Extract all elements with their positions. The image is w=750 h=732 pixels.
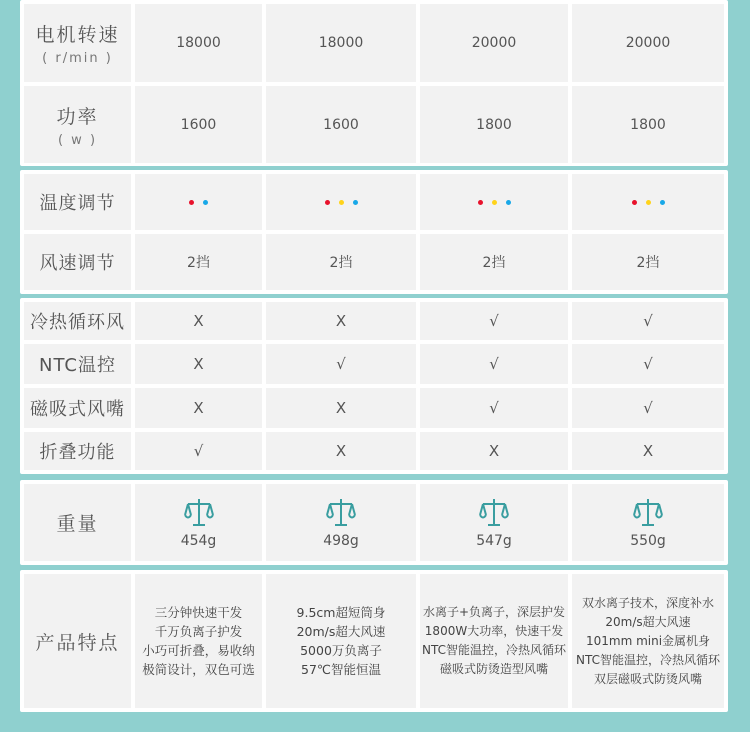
hot-cold-cycle-cell xyxy=(420,302,568,340)
foldable-cell xyxy=(266,432,416,470)
foldable-mark: X xyxy=(488,442,500,460)
row-label-hot-cold-cycle xyxy=(24,302,131,340)
power-cell xyxy=(135,86,262,163)
features-cell xyxy=(420,574,568,708)
features-cell xyxy=(135,574,262,708)
temp-dot-red xyxy=(478,200,483,205)
feature-line: 小巧可折叠，易收纳 xyxy=(142,643,255,658)
feature-line: 极简设计，双色可选 xyxy=(142,662,255,677)
feature-line: 双层磁吸式防烫风嘴 xyxy=(593,671,702,686)
scale-icon xyxy=(478,497,510,529)
power-value: 1600 xyxy=(180,116,217,133)
features-cell xyxy=(572,574,724,708)
spec-block-weight xyxy=(20,480,728,565)
temp-dot-red xyxy=(632,200,637,205)
feature-line: 9.5cm超短筒身 xyxy=(296,605,386,620)
weight-value: 454g xyxy=(180,532,217,549)
magnetic-nozzle-mark: √ xyxy=(643,399,653,417)
temp-control-cell xyxy=(266,174,416,230)
wind-control-label: 风速调节 xyxy=(39,253,116,274)
spec-block-controls xyxy=(20,170,728,294)
motor-speed-cell xyxy=(572,4,724,82)
magnetic-nozzle-label: 磁吸式风嘴 xyxy=(30,399,125,420)
temp-dot-red xyxy=(325,200,330,205)
ntc-mark: √ xyxy=(336,355,346,373)
foldable-mark: √ xyxy=(193,442,204,460)
ntc-mark: √ xyxy=(643,355,653,373)
power-label: 功率 xyxy=(56,105,99,128)
row-label-temp-control xyxy=(24,174,131,230)
wind-control-cell xyxy=(572,234,724,290)
row-label-magnetic-nozzle xyxy=(24,388,131,428)
foldable-cell xyxy=(572,432,724,470)
temp-control-cell xyxy=(135,174,262,230)
foldable-mark: X xyxy=(642,442,654,460)
feature-line: NTC智能温控，冷热风循环 xyxy=(576,652,720,667)
magnetic-nozzle-cell xyxy=(135,388,262,428)
hot-cold-cycle-label: 冷热循环风 xyxy=(30,312,125,333)
power-value: 1600 xyxy=(323,116,359,133)
motor-speed-value: 18000 xyxy=(176,35,221,51)
motor-speed-unit: ( r/min ) xyxy=(42,51,113,66)
ntc-cell xyxy=(420,344,568,384)
power-value: 1800 xyxy=(630,116,666,133)
temp-level-dots xyxy=(478,200,511,205)
magnetic-nozzle-cell xyxy=(266,388,416,428)
features-cell xyxy=(266,574,416,708)
temp-control-cell xyxy=(420,174,568,230)
magnetic-nozzle-mark: √ xyxy=(489,399,499,417)
feature-line: 20m/s超大风速 xyxy=(605,614,691,629)
hot-cold-cycle-mark: X xyxy=(335,312,347,330)
temp-level-dots xyxy=(189,200,208,205)
weight-cell xyxy=(420,484,568,561)
weight-value: 550g xyxy=(630,532,666,549)
scale-icon xyxy=(632,497,664,529)
row-label-weight xyxy=(24,484,131,561)
hot-cold-cycle-mark: √ xyxy=(489,312,499,330)
power-value: 1800 xyxy=(476,116,512,133)
ntc-cell xyxy=(266,344,416,384)
feature-line: 20m/s超大风速 xyxy=(296,624,386,639)
feature-line: 水离子+负离子，深层护发 xyxy=(422,605,566,619)
foldable-label: 折叠功能 xyxy=(39,442,116,463)
temp-dot-blue xyxy=(506,200,511,205)
temp-control-label: 温度调节 xyxy=(39,193,116,214)
motor-speed-value: 18000 xyxy=(318,35,364,51)
spec-block-performance xyxy=(20,0,728,166)
feature-line: 千万负离子护发 xyxy=(154,624,243,639)
row-label-features xyxy=(24,574,131,708)
weight-cell xyxy=(135,484,262,561)
row-label-ntc xyxy=(24,344,131,384)
wind-control-value: 2挡 xyxy=(482,255,506,271)
wind-control-value: 2挡 xyxy=(187,255,210,271)
temp-dot-yellow xyxy=(339,200,344,205)
wind-control-value: 2挡 xyxy=(636,255,660,271)
hot-cold-cycle-mark: X xyxy=(193,312,204,330)
feature-line: 5000万负离子 xyxy=(300,643,382,658)
motor-speed-cell xyxy=(420,4,568,82)
motor-speed-cell xyxy=(266,4,416,82)
temp-control-cell xyxy=(572,174,724,230)
scale-icon xyxy=(183,497,215,529)
weight-label: 重量 xyxy=(56,513,99,535)
spec-block-product-features xyxy=(20,570,728,712)
row-label-wind-control xyxy=(24,234,131,290)
temp-level-dots xyxy=(325,200,358,205)
feature-line: 57℃智能恒温 xyxy=(301,662,381,677)
power-cell xyxy=(266,86,416,163)
scale-icon xyxy=(325,497,357,529)
motor-speed-label: 电机转速 xyxy=(35,24,120,46)
feature-line: NTC智能温控，冷热风循环 xyxy=(422,643,566,657)
temp-dot-blue xyxy=(660,200,665,205)
row-label-power xyxy=(24,86,131,163)
ntc-cell xyxy=(572,344,724,384)
weight-value: 498g xyxy=(323,532,359,549)
power-unit: ( w ) xyxy=(57,132,98,148)
comparison-table xyxy=(20,0,728,732)
spec-block-features xyxy=(20,298,728,474)
foldable-cell xyxy=(420,432,568,470)
power-cell xyxy=(572,86,724,163)
hot-cold-cycle-cell xyxy=(266,302,416,340)
feature-line: 101mm mini金属机身 xyxy=(585,633,711,648)
motor-speed-value: 20000 xyxy=(625,35,671,51)
wind-control-cell xyxy=(420,234,568,290)
hot-cold-cycle-cell xyxy=(135,302,262,340)
foldable-mark: X xyxy=(335,442,347,460)
feature-line: 1800W大功率，快速干发 xyxy=(424,624,564,638)
temp-level-dots xyxy=(632,200,665,205)
temp-dot-yellow xyxy=(492,200,497,205)
hot-cold-cycle-cell xyxy=(572,302,724,340)
feature-line: 双水离子技术，深度补水 xyxy=(581,595,714,610)
motor-speed-cell xyxy=(135,4,262,82)
weight-cell xyxy=(266,484,416,561)
magnetic-nozzle-mark: X xyxy=(193,399,204,417)
power-cell xyxy=(420,86,568,163)
temp-dot-blue xyxy=(353,200,358,205)
row-label-foldable xyxy=(24,432,131,470)
row-label-motor-speed xyxy=(24,4,131,82)
wind-control-cell xyxy=(266,234,416,290)
magnetic-nozzle-cell xyxy=(420,388,568,428)
wind-control-cell xyxy=(135,234,262,290)
temp-dot-blue xyxy=(203,200,208,205)
feature-line: 三分钟快速干发 xyxy=(154,605,243,620)
magnetic-nozzle-cell xyxy=(572,388,724,428)
feature-line: 磁吸式防烫造型风嘴 xyxy=(439,662,548,676)
temp-dot-red xyxy=(189,200,194,205)
ntc-label: NTC温控 xyxy=(39,355,116,376)
ntc-cell xyxy=(135,344,262,384)
ntc-mark: X xyxy=(193,355,204,373)
features-label: 产品特点 xyxy=(35,631,120,654)
motor-speed-value: 20000 xyxy=(471,35,517,51)
wind-control-value: 2挡 xyxy=(329,255,353,271)
ntc-mark: √ xyxy=(489,355,499,373)
hot-cold-cycle-mark: √ xyxy=(643,312,653,330)
weight-cell xyxy=(572,484,724,561)
temp-dot-yellow xyxy=(646,200,651,205)
magnetic-nozzle-mark: X xyxy=(335,399,347,417)
foldable-cell xyxy=(135,432,262,470)
weight-value: 547g xyxy=(476,532,512,549)
